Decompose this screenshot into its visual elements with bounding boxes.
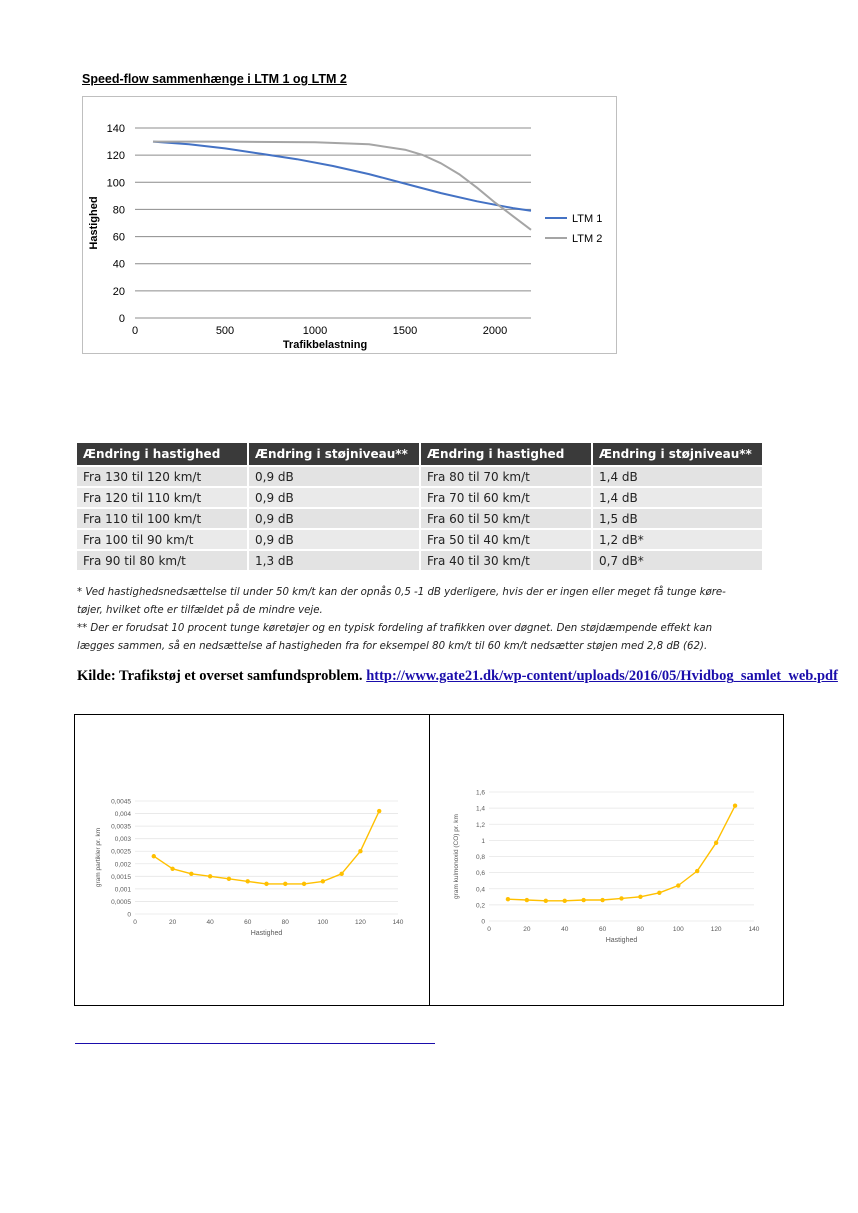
source-label: Kilde: Trafikstøj et overset samfundsproblem. xyxy=(77,668,363,684)
data-point xyxy=(189,872,193,876)
data-point xyxy=(581,898,585,902)
y-tick-label: 0,6 xyxy=(475,870,485,878)
x-tick-label: 60 xyxy=(244,919,252,926)
y-tick-label: 60 xyxy=(112,231,125,244)
x-tick-label: 20 xyxy=(168,919,177,926)
table-cell: Fra 80 til 70 km/t xyxy=(420,466,592,487)
source-link[interactable]: http://www.gate21.dk/wp-content/uploads/2016/05/Hvidbog_samlet_web.pdf xyxy=(366,668,838,684)
y-tick-label: 0 xyxy=(481,918,485,926)
series-line-1 xyxy=(153,142,531,211)
data-point xyxy=(600,898,604,902)
data-point xyxy=(246,879,250,883)
y-tick-label: 0,001 xyxy=(114,886,131,894)
frame-divider xyxy=(429,715,430,1005)
table-cell: 0,9 dB xyxy=(248,529,420,550)
legend-label: LTM 2 xyxy=(572,233,603,245)
data-point xyxy=(525,898,529,902)
table-row xyxy=(77,550,763,570)
table-row xyxy=(77,529,763,550)
series-line xyxy=(508,806,735,901)
data-point xyxy=(283,882,287,886)
data-point xyxy=(638,895,642,899)
x-tick-label: 80 xyxy=(281,919,289,926)
x-tick-label: 140 xyxy=(392,919,404,926)
data-point xyxy=(506,897,510,901)
table-header: Ændring i hastighed xyxy=(420,443,592,466)
y-tick-label: 1,6 xyxy=(475,789,485,797)
footnotes xyxy=(77,584,767,656)
x-tick-label: 500 xyxy=(215,325,235,337)
particle-chart-svg xyxy=(91,795,411,945)
y-tick-label: 0,002 xyxy=(114,861,131,869)
x-tick-label: 20 xyxy=(523,926,531,933)
x-tick-label: 0 xyxy=(131,325,139,337)
x-tick-label: 0 xyxy=(487,926,491,933)
data-point xyxy=(657,891,661,895)
noise-table xyxy=(77,443,764,570)
footnote-separator xyxy=(75,1043,435,1044)
table-cell: Fra 40 til 30 km/t xyxy=(420,550,592,570)
y-tick-label: 1,4 xyxy=(475,805,485,813)
table-cell: 0,7 dB* xyxy=(592,550,763,570)
x-tick-label: 120 xyxy=(354,919,366,926)
y-axis-label: gram kulmonoxid (CO) pr. km xyxy=(453,814,460,899)
y-tick-label: 100 xyxy=(106,177,125,190)
x-tick-label: 100 xyxy=(672,926,684,933)
table-row xyxy=(77,487,763,508)
table-cell: 0,9 dB xyxy=(248,466,420,487)
data-point xyxy=(377,809,381,813)
data-point xyxy=(358,849,362,853)
table-cell: 1,3 dB xyxy=(248,550,420,570)
x-tick-label: 40 xyxy=(206,919,214,926)
y-tick-label: 140 xyxy=(106,123,125,135)
table-header: Ændring i støjniveau** xyxy=(592,443,763,466)
x-tick-label: 1500 xyxy=(392,325,418,337)
table-cell: 1,4 dB xyxy=(592,466,763,487)
data-point xyxy=(563,899,567,903)
y-tick-label: 0,8 xyxy=(475,854,485,861)
x-tick-label: 80 xyxy=(636,926,645,933)
table-cell: 1,2 dB* xyxy=(592,529,763,550)
y-tick-label: 80 xyxy=(112,204,125,217)
y-tick-label: 0 xyxy=(118,313,125,325)
data-point xyxy=(676,883,680,887)
table-header: Ændring i hastighed xyxy=(77,443,248,466)
data-point xyxy=(302,882,306,886)
x-tick-label: 120 xyxy=(710,926,722,933)
legend-label: LTM 1 xyxy=(572,213,603,225)
y-tick-label: 0,0015 xyxy=(111,873,131,881)
y-tick-label: 0,2 xyxy=(475,902,485,910)
section-heading: Speed-flow sammenhænge i LTM 1 og LTM 2 xyxy=(82,72,347,86)
data-point xyxy=(544,899,548,903)
table-header-row xyxy=(77,443,763,466)
table-cell: 0,9 dB xyxy=(248,487,420,508)
table-cell: Fra 60 til 50 km/t xyxy=(420,508,592,529)
data-point xyxy=(170,867,174,871)
y-tick-label: 1,2 xyxy=(475,821,485,829)
table-cell: Fra 70 til 60 km/t xyxy=(420,487,592,508)
y-tick-label: 20 xyxy=(112,285,125,298)
y-tick-label: 0,0045 xyxy=(111,798,131,806)
x-axis-label: Trafikbelastning xyxy=(282,339,368,351)
data-point xyxy=(321,879,325,883)
x-tick-label: 60 xyxy=(598,926,607,933)
data-point xyxy=(152,854,156,858)
y-tick-label: 0 xyxy=(127,911,131,919)
y-tick-label: 1 xyxy=(481,837,485,845)
x-tick-label: 140 xyxy=(748,926,760,933)
y-tick-label: 0,0035 xyxy=(111,823,131,831)
table-row xyxy=(77,508,763,529)
table-cell: Fra 90 til 80 km/t xyxy=(77,550,248,570)
data-point xyxy=(619,896,623,900)
x-tick-label: 1000 xyxy=(302,325,328,337)
data-point xyxy=(733,804,737,808)
table-cell: Fra 50 til 40 km/t xyxy=(420,529,592,550)
y-tick-label: 0,4 xyxy=(475,886,485,894)
x-axis-label: Hastighed xyxy=(605,937,638,944)
speed-flow-chart-svg xyxy=(83,97,618,355)
y-tick-label: 0,0025 xyxy=(111,848,131,856)
speed-flow-chart xyxy=(82,96,617,354)
x-tick-label: 40 xyxy=(561,926,569,933)
footnote-line: tøjer, hvilket ofte er tilfældet på de mindre veje. xyxy=(77,605,323,616)
table-cell: 1,5 dB xyxy=(592,508,763,529)
table-cell: Fra 110 til 100 km/t xyxy=(77,508,248,529)
y-tick-label: 40 xyxy=(112,258,125,271)
source-citation xyxy=(77,668,838,685)
table-cell: Fra 100 til 90 km/t xyxy=(77,529,248,550)
table-row xyxy=(77,466,763,487)
y-tick-label: 0,0005 xyxy=(111,898,131,906)
data-point xyxy=(208,874,212,878)
x-tick-label: 100 xyxy=(317,919,329,926)
data-point xyxy=(339,872,343,876)
data-point xyxy=(695,869,699,873)
y-tick-label: 120 xyxy=(106,150,125,163)
footnote-line: ** Der er forudsat 10 procent tunge køretøjer og en typisk fordeling af trafikken over døgnet. Den støjdæmpende effekt kan xyxy=(77,623,713,634)
footnote-line: lægges sammen, så en nedsættelse af hastigheden fra for eksempel 80 km/t til 60 km/t nedsætter støjen med 2,8 dB (62). xyxy=(77,641,708,652)
x-axis-label: Hastighed xyxy=(250,930,283,937)
table-cell: Fra 130 til 120 km/t xyxy=(77,466,248,487)
table-cell: 0,9 dB xyxy=(248,508,420,529)
footnote-line: * Ved hastighedsnedsættelse til under 50 km/t kan der opnås 0,5 -1 dB yderligere, hvis der er ingen eller meget få tunge køre- xyxy=(77,587,726,598)
series-line xyxy=(154,811,379,884)
co-chart-svg xyxy=(447,781,767,951)
y-tick-label: 0,003 xyxy=(114,836,131,844)
table-cell: 1,4 dB xyxy=(592,487,763,508)
table-cell: Fra 120 til 110 km/t xyxy=(77,487,248,508)
y-axis-label: Hastighed xyxy=(88,196,100,250)
y-tick-label: 0,004 xyxy=(114,811,131,819)
x-tick-label: 0 xyxy=(133,919,137,926)
emission-charts-frame xyxy=(74,714,784,1006)
data-point xyxy=(227,877,231,881)
y-axis-label: gram partikler pr. km xyxy=(95,827,102,888)
x-tick-label: 2000 xyxy=(482,325,508,337)
data-point xyxy=(264,882,268,886)
data-point xyxy=(714,841,718,845)
table-header: Ændring i støjniveau** xyxy=(248,443,420,466)
